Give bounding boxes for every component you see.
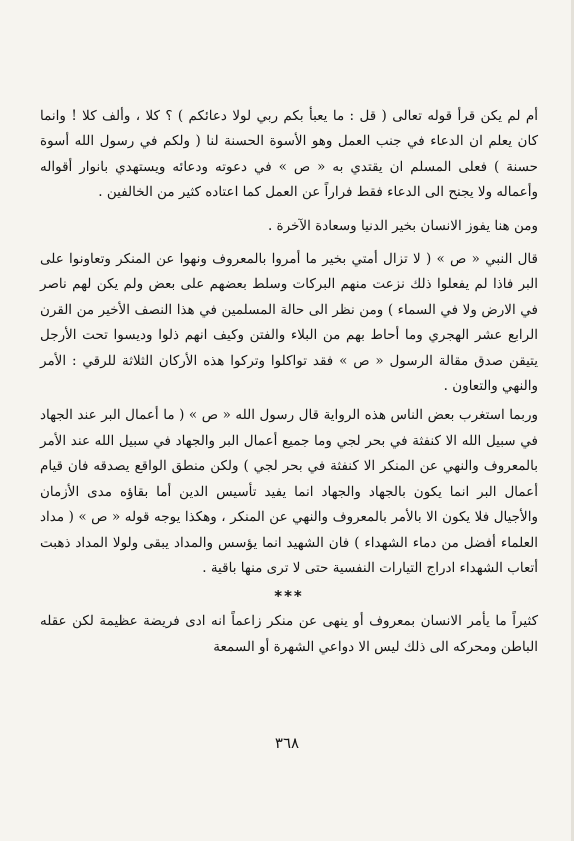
- page-number: ٣٦٨: [274, 734, 300, 752]
- page-body: [40, 104, 538, 660]
- paragraph-1: أم لم يكن قرأ قوله تعالى ( قل : ما يعبأ بكم ربي لولا دعائكم ) ؟ كلا ، وألف كلا ! وانما كان يعلم ان الدعاء في جنب العمل وهو الأسوة الحسنة لنا ( ولكم في رسول الله أسوة حسنة ) فعلى المسلم ان يقتدي به « ص » في دعوته ودعائه ويستهدي بانوار أقواله وأعماله ولا يجنح الى الدعاء فقط فراراً عن العمل كما اعتاده كثير من الخالفين .: [40, 108, 538, 201]
- paragraph-5: كثيراً ما يأمر الانسان بمعروف أو ينهى عن منكر زاعماً انه ادى فريضة عظيمة لكن عقله الباطن ومحركه الى ذلك ليس الا دواعي الشهرة أو السمعة: [40, 613, 538, 655]
- paragraph-2: ومن هنا يفوز الانسان بخير الدنيا وسعادة الآخرة .: [267, 217, 538, 234]
- paragraph-4: وربما استغرب بعض الناس هذه الرواية قال رسول الله « ص » ( ما أعمال البر عند الجهاد في سبيل الله الا كنفثة في بحر لجي وما جميع أعمال البر والجهاد في سبيل الله عند الأمر بالمعروف والنهي عن المنكر الا كنفثة في بحر لجي ) ولكن منطق الواقع يصدقه فان قيام أعمال البر انما يكون بالجهاد والجهاد انما يفيد تأسيس الدين أما بقاؤه مدى الأزمان والأجيال فلا يكون الا بالأمر بالمعروف والنهي عن المنكر ، وهكذا يوجه قوله « ص » ( مداد العلماء أفضل من دماء الشهداء ) فان الشهيد انما يؤسس والمداد يبقى ولولا المداد ذهبت أتعاب الشهداء ادراج التيارات النفسية حتى لا ترى منها باقية .: [40, 407, 538, 576]
- paragraph-3: قال النبي « ص » ( لا تزال أمتي بخير ما أمروا بالمعروف ونهوا عن المنكر وتعاونوا على البر فاذا لم يفعلوا ذلك نزعت منهم البركات وسلط بعضهم على بعض ولم يكن لهم ناصر في الارض ولا في السماء ) ومن نظر الى حالة المسلمين في هذا النصف الأخير من القرن الرابع عشر الهجري وما أحاط بهم من البلاء والفتن وكيف انهم ذلوا وديسوا تحت الأرجل يتيقن صدق مقالة الرسول « ص » فقد تواكلوا وتركوا هذه الأركان الثلاثة للرقي : الأمر والنهي والتعاون .: [40, 251, 538, 395]
- section-separator: ***: [274, 587, 304, 606]
